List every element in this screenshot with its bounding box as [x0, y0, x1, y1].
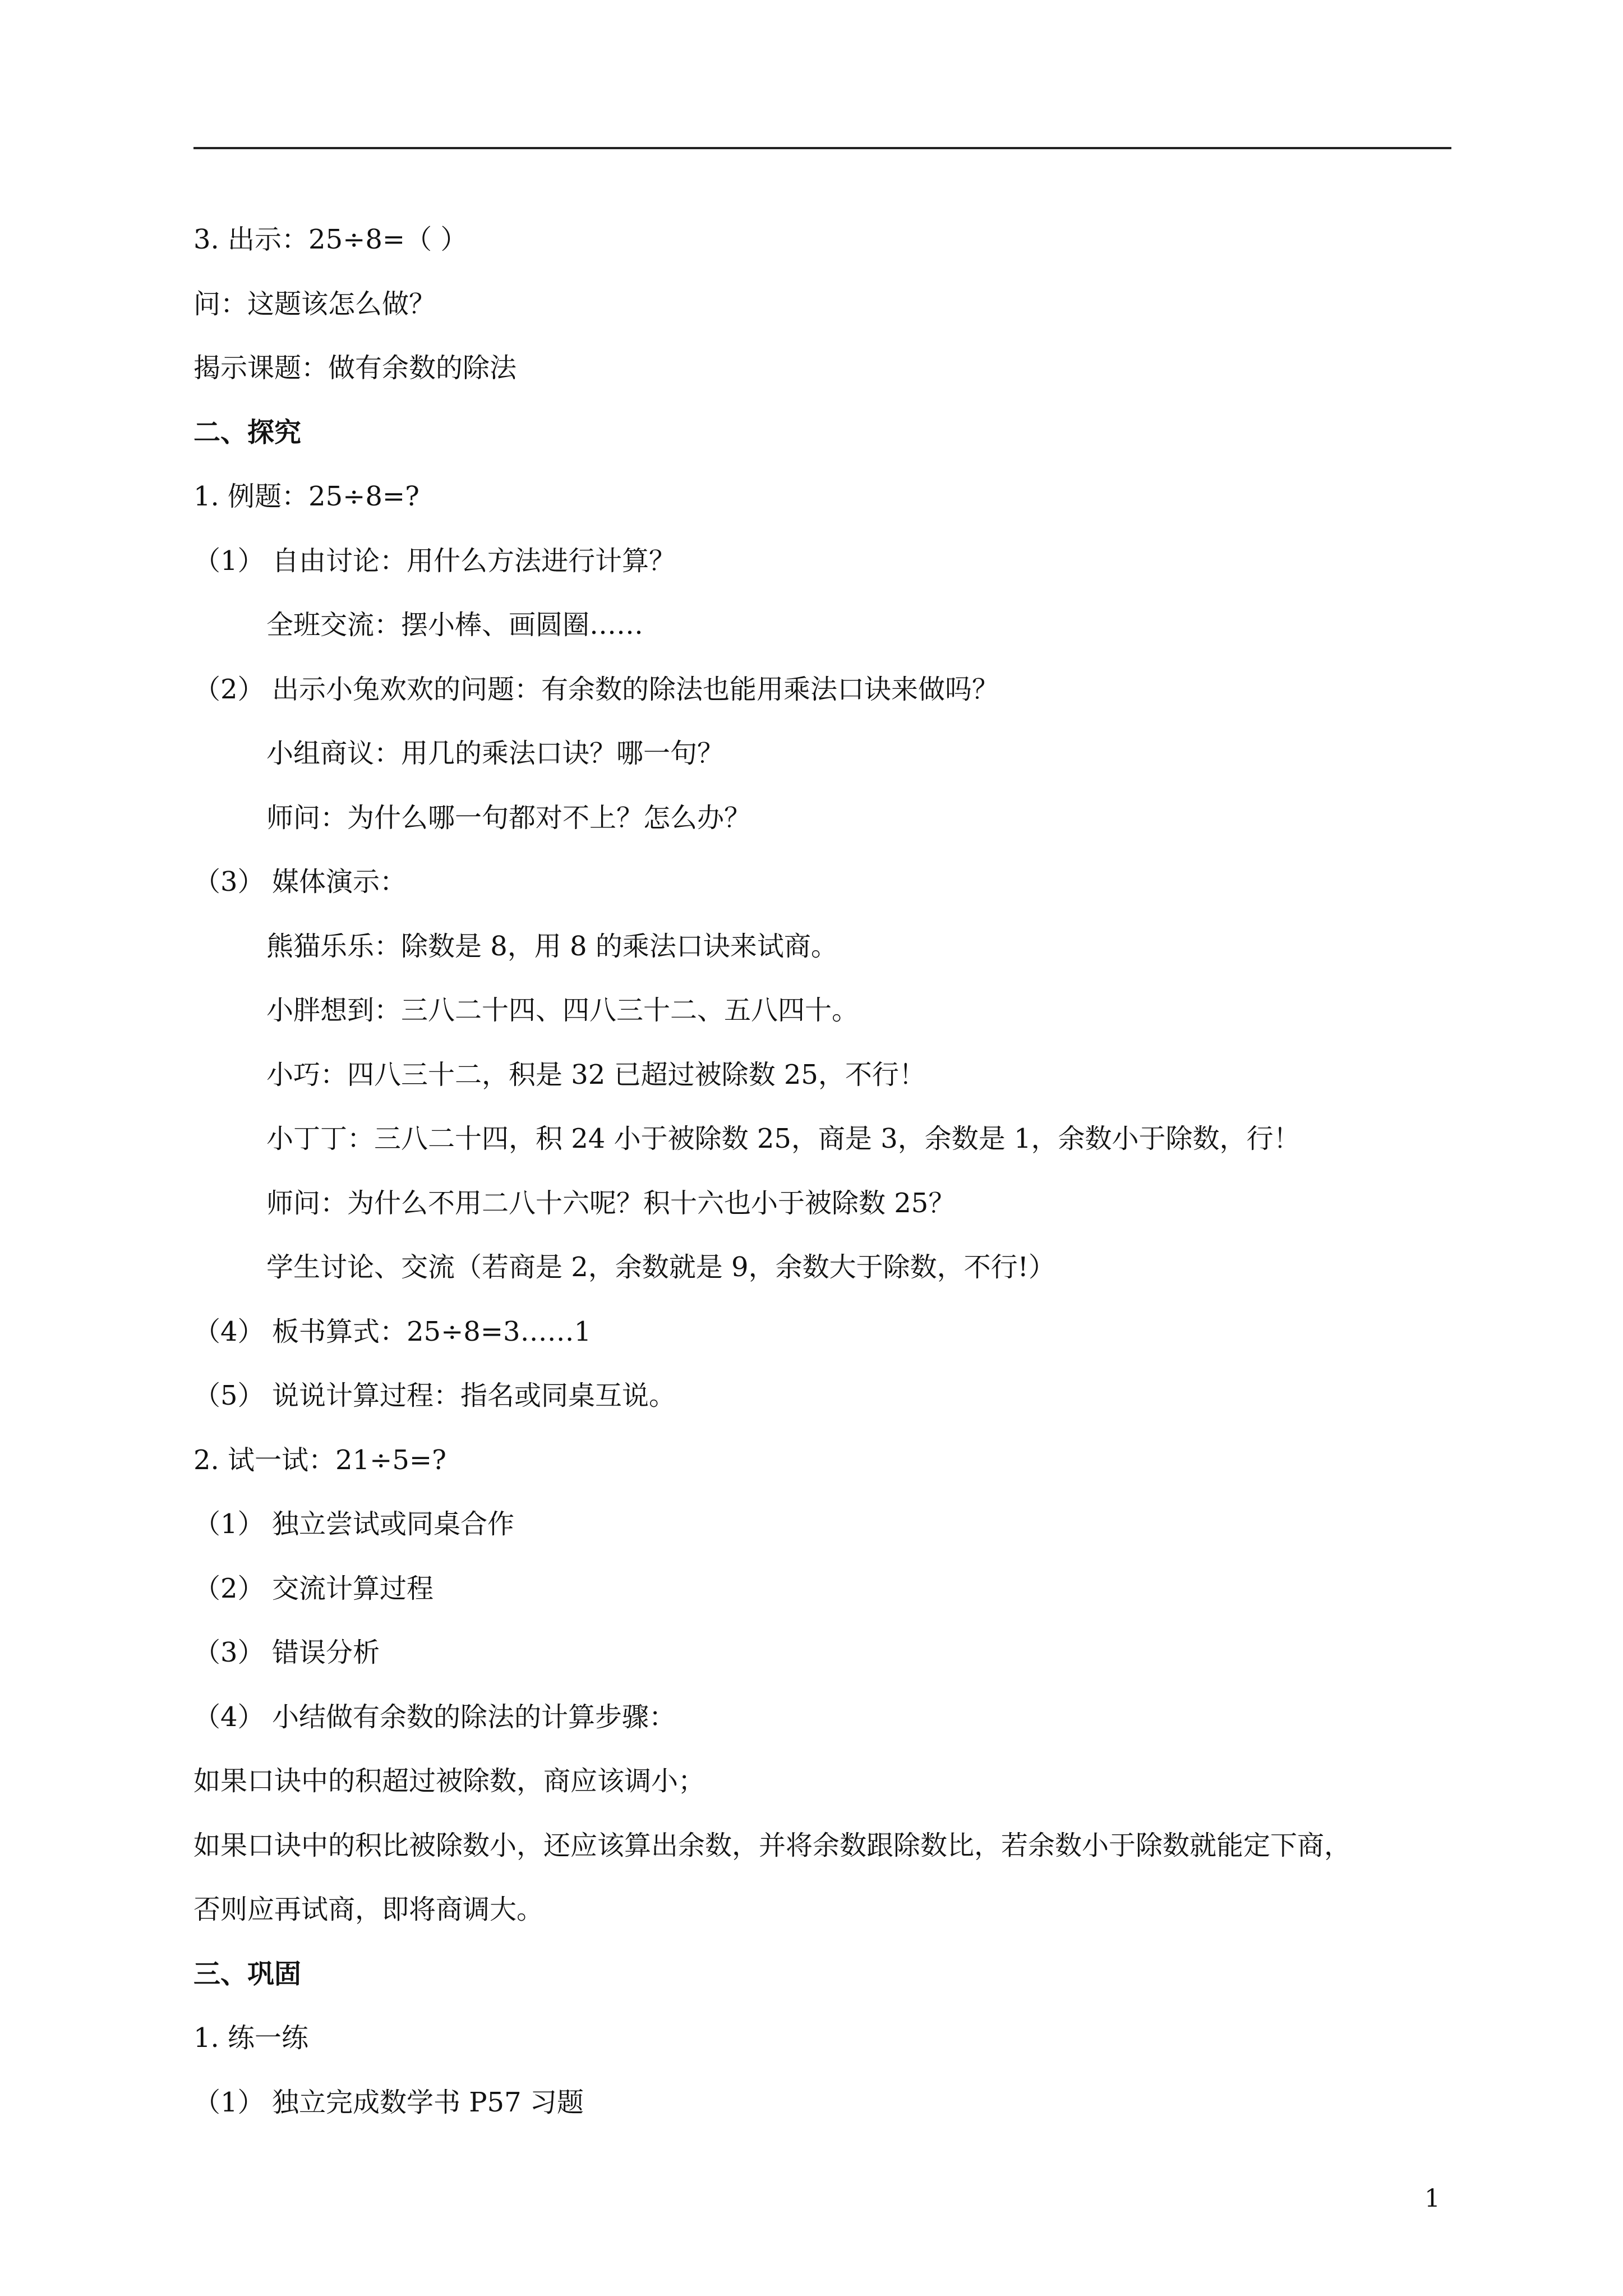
item-number: （2）	[193, 1572, 265, 1604]
text-line: 3. 出示：25÷8=（ ）	[193, 224, 468, 255]
item-text: 独立完成数学书 P57 习题	[272, 2086, 584, 2118]
item-number: （4）	[193, 1315, 265, 1347]
item-number: （2）	[193, 673, 265, 705]
numbered-item	[193, 2070, 1451, 2135]
text-line: 问：这题该怎么做？	[193, 288, 436, 320]
indented-line: 小胖想到：三八二十四、四八三十二、五八四十。	[266, 995, 859, 1026]
item-text: 说说计算过程：指名或同桌互说。	[272, 1380, 676, 1411]
numbered-item	[193, 1492, 1451, 1557]
indented-line: 师问：为什么不用二八十六呢？积十六也小于被除数 25？	[266, 1187, 956, 1219]
item-number: （5）	[193, 1380, 265, 1411]
indented-line: 小组商议：用几的乘法口诀？哪一句？	[266, 738, 725, 769]
item-text: 交流计算过程	[272, 1572, 434, 1604]
indented-line: 全班交流：摆小棒、画圆圈……	[266, 609, 644, 641]
item-number: （3）	[193, 866, 265, 898]
indented-line: 小巧：四八三十二，积是 32 已超过被除数 25，不行！	[266, 1059, 926, 1091]
indented-line: 师问：为什么哪一句都对不上？怎么办？	[266, 802, 751, 834]
text-line: 1. 例题：25÷8=?	[193, 481, 419, 512]
numbered-item	[193, 1621, 1451, 1685]
header-rule	[193, 147, 1451, 149]
text-line: 2. 试一试：21÷5=?	[193, 1444, 446, 1476]
numbered-item	[193, 1300, 1451, 1364]
indented-line: 小丁丁：三八二十四，积 24 小于被除数 25，商是 3，余数是 1，余数小于除数，行！	[266, 1123, 1301, 1154]
item-text: 自由讨论：用什么方法进行计算？	[272, 545, 676, 577]
item-text: 板书算式：25÷8=3……1	[272, 1315, 592, 1347]
text-line: 如果口诀中的积超过被除数，商应该调小；	[193, 1765, 706, 1797]
item-number: （1）	[193, 2086, 265, 2118]
item-text: 媒体演示：	[272, 866, 407, 898]
section-heading: 三、巩固	[193, 1958, 302, 1990]
item-text: 小结做有余数的除法的计算步骤：	[272, 1701, 676, 1733]
indented-line: 学生讨论、交流（若商是 2，余数就是 9，余数大于除数，不行!）	[266, 1251, 1055, 1283]
item-text: 独立尝试或同桌合作	[272, 1508, 515, 1540]
text-line: 1. 练一练	[193, 2022, 309, 2054]
item-text: 出示小兔欢欢的问题：有余数的除法也能用乘法口诀来做吗？	[272, 673, 999, 705]
document-body	[193, 208, 1451, 2134]
page-number: 1	[1424, 2184, 1440, 2213]
numbered-item	[193, 1685, 1451, 1750]
text-line: 揭示课题：做有余数的除法	[193, 352, 517, 384]
item-number: （1）	[193, 1508, 265, 1540]
item-text: 错误分析	[272, 1637, 380, 1668]
numbered-item	[193, 1557, 1451, 1621]
numbered-item	[193, 529, 1451, 593]
text-line: 否则应再试商，即将商调大。	[193, 1894, 544, 1925]
numbered-item	[193, 1364, 1451, 1428]
numbered-item	[193, 850, 1451, 914]
numbered-item	[193, 657, 1451, 722]
section-heading: 二、探究	[193, 416, 302, 448]
item-number: （3）	[193, 1637, 265, 1668]
item-number: （4）	[193, 1701, 265, 1733]
item-number: （1）	[193, 545, 265, 577]
indented-line: 熊猫乐乐：除数是 8，用 8 的乘法口诀来试商。	[266, 930, 838, 962]
text-line: 如果口诀中的积比被除数小，还应该算出余数，并将余数跟除数比，若余数小于除数就能定下商，	[193, 1829, 1352, 1861]
